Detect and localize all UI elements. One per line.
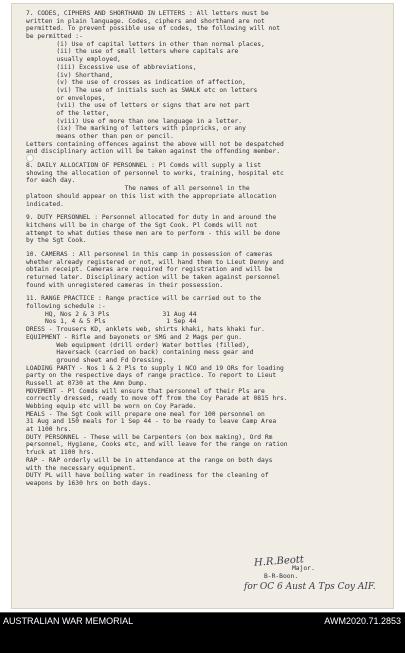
document-line: truck at 1100 hrs. bbox=[26, 449, 95, 457]
signatory-title bbox=[256, 565, 315, 572]
order-section bbox=[26, 295, 378, 487]
document-line: returned later. Disciplinary action will be taken against personnel bbox=[26, 274, 281, 281]
document-line: (ix) The marking of letters with pinpricks, or any bbox=[26, 125, 246, 133]
document-line: kitchens will be in charge of the Sgt Cook. Pl Comds will not bbox=[26, 221, 258, 229]
document-line: DUTY PL will have boiling water in readiness for the cleaning of bbox=[26, 472, 269, 480]
document-line: correctly dressed, ready to move off from the Coy Parade at 0815 hrs. bbox=[26, 395, 288, 403]
signature-scrawl: H.R.Beott bbox=[253, 554, 305, 569]
document-line: DRESS - Trousers KD, anklets web, shirts khaki, hats khaki fur. bbox=[26, 326, 265, 334]
document-line: with the necessary equipment. bbox=[26, 464, 136, 472]
document-line: Russell at 0730 at the Amn Dump. bbox=[26, 379, 148, 387]
document-line: Webbing equip etc will be worn on Coy Parade. bbox=[26, 403, 197, 410]
document-line: means other than pen or pencil. bbox=[26, 133, 174, 140]
document-line: MOVEMENT - Pl Comds will ensure that personnel of their Pls are bbox=[26, 387, 265, 395]
signatory-unit: for OC 6 Aust A Tps Coy AIF. bbox=[244, 582, 376, 592]
document-line: (ii) the use of small letters where capitals are bbox=[26, 48, 239, 56]
order-section bbox=[26, 162, 378, 208]
document-line: found with unregistered cameras in their possession. bbox=[26, 281, 224, 289]
document-line: (vii) the use of letters or signs that are not part bbox=[26, 102, 250, 110]
institution-name: AUSTRALIAN WAR MEMORIAL bbox=[3, 616, 134, 626]
document-line: 9. DUTY PERSONNEL : Personnel allocated for duty in and around the bbox=[26, 214, 277, 222]
document-line: indicated. bbox=[26, 200, 64, 208]
document-line: usually employed, bbox=[26, 56, 121, 64]
signatory-name: B-R-Boon. bbox=[264, 573, 299, 580]
document-line: (iv) Shorthand, bbox=[26, 71, 114, 79]
document-line: (iii) Excessive use of abbreviations, bbox=[26, 63, 197, 71]
document-line: permitted. To prevent possible use of codes, the following will not bbox=[26, 25, 281, 33]
document-line: weapons by 1630 hrs on both days. bbox=[26, 479, 152, 487]
document-line: at 1100 hrs. bbox=[26, 426, 72, 434]
document-line: The names of all personnel in the bbox=[26, 185, 250, 193]
order-section bbox=[26, 251, 378, 289]
document-line: 7. CODES, CIPHERS AND SHORTHAND IN LETTERS : All letters must be bbox=[26, 10, 269, 17]
footer-divider bbox=[0, 612, 405, 613]
document-line: of the letter, bbox=[26, 109, 110, 117]
document-line: (v) the use of crosses as indication of affection, bbox=[26, 79, 246, 87]
document-line: obtain receipt. Cameras are required for registration and will be bbox=[26, 266, 273, 274]
document-line: EQUIPMENT - Rifle and bayonets or SMG and 2 Mags per gun. bbox=[26, 333, 243, 341]
document-line: ground sheet and Fd Dressing. bbox=[26, 356, 167, 364]
document-line: whether already registered or not, will hand them to Lieut Denny and bbox=[26, 258, 284, 266]
document-body bbox=[26, 10, 378, 488]
document-line: following schedule :- bbox=[26, 303, 106, 311]
document-line: Letters containing offences against the above will not be despatched bbox=[26, 140, 284, 148]
document-line: showing the allocation of personnel to works, training, hospital etc bbox=[26, 169, 284, 177]
document-line: (vi) The use of initials such as SWALK etc on letters bbox=[26, 86, 258, 94]
document-line: be permitted :- bbox=[26, 33, 83, 41]
document-line: 8. DAILY ALLOCATION OF PERSONNEL : Pl Comds will supply a list bbox=[26, 162, 262, 170]
document-line: Haversack (carried on back) containing mess gear and bbox=[26, 349, 254, 357]
document-line: 10. CAMERAS : All personnel in this camp in possession of cameras bbox=[26, 250, 273, 258]
document-line: written in plain language. Codes, ciphers and shorthand are not bbox=[26, 17, 265, 25]
document-line: by the Sgt Cook. bbox=[26, 237, 87, 245]
document-line: party on the respective days of range practice. To report to Lieut bbox=[26, 372, 277, 380]
document-line: HQ, Nos 2 & 3 Pls 31 Aug 44 bbox=[26, 310, 197, 318]
order-section bbox=[26, 10, 378, 156]
document-line: RAP - RAP orderly will be in attendance at the range on both days bbox=[26, 456, 273, 464]
document-line: (viii) Use of more than one language in a letter. bbox=[26, 117, 243, 125]
accession-number: AWM2020.71.2853 bbox=[324, 616, 401, 626]
document-line: 11. RANGE PRACTICE : Range practice will be carried out to the bbox=[26, 295, 262, 303]
document-line: 31 Aug and 150 meals for 1 Sep 44 - to be ready to leave Camp Area bbox=[26, 418, 277, 426]
document-line: platoon should appear on this list with the appropriate allocation bbox=[26, 192, 277, 200]
document-line: MEALS - The Sgt Cook will prepare one meal for 100 personnel on bbox=[26, 410, 265, 418]
signatory-rank: Major. bbox=[292, 565, 315, 572]
document-line: personnel, Hygiene, Cooks etc, and will leave for the range on ration bbox=[26, 441, 288, 449]
document-line: Web equipment (drill order) Water bottles (filled), bbox=[26, 341, 250, 349]
order-section bbox=[26, 214, 378, 245]
document-line: DUTY PERSONNEL - These will be Carpenters (on box making), Ord Rm bbox=[26, 433, 273, 441]
document-line: (i) Use of capital letters in other than normal places, bbox=[26, 40, 265, 48]
document-line: Nos 1, 4 & 5 Pls 1 Sep 44 bbox=[26, 318, 197, 326]
document-line: LOADING PARTY - Nos 1 & 2 Pls to supply 1 NCO and 19 ORs for loading bbox=[26, 364, 284, 372]
document-line: attempt to what duties these men are to perform - this will be done bbox=[26, 229, 281, 237]
document-line: or envelopes, bbox=[26, 94, 106, 102]
archive-footer-bar bbox=[0, 612, 405, 653]
document-line: for each day. bbox=[26, 177, 76, 185]
document-line: and disciplinary action will be taken against the offending member. bbox=[26, 148, 281, 156]
